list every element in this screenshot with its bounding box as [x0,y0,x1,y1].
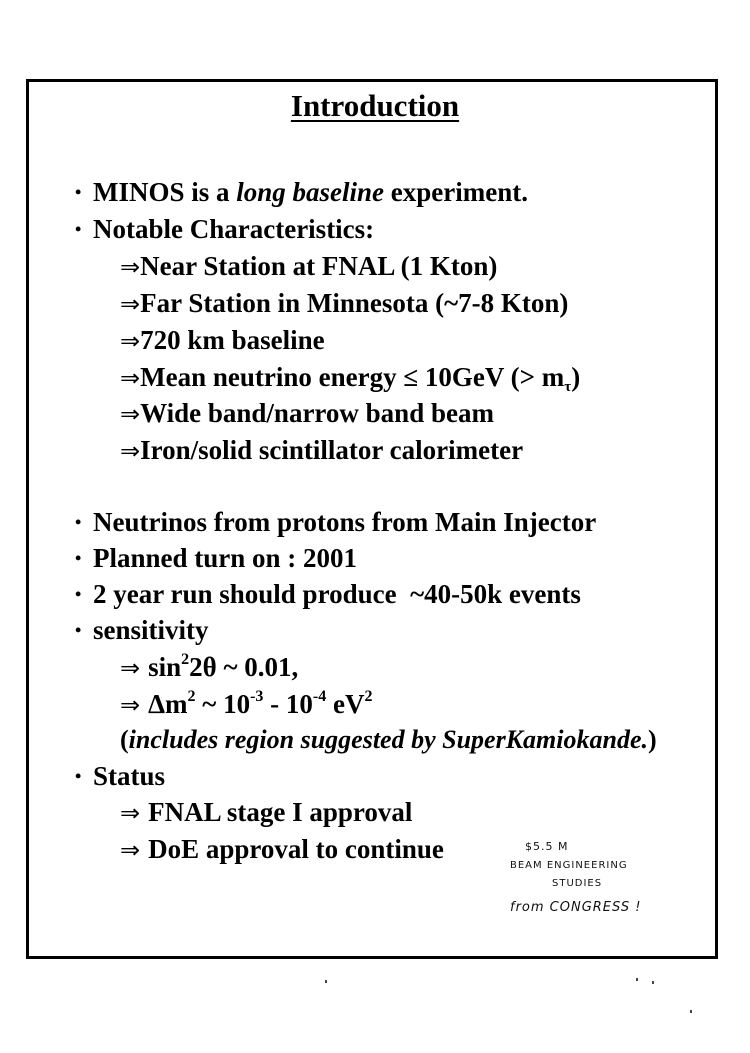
bullet-dot: • [75,219,82,239]
bullet-turn-on: • Planned turn on : 2001 [75,543,358,573]
bullet-sensitivity: • sensitivity [75,615,209,645]
scan-speck [690,1010,692,1013]
characteristic-calorimeter: ⇒Iron/solid scintillator calorimeter [120,435,524,465]
scan-speck [636,978,638,981]
emphasis-long-baseline: long baseline [236,177,385,207]
scan-speck [325,980,327,983]
scan-speck [652,981,654,984]
sensitivity-note: (includes region suggested by SuperKamiokande.) [120,725,657,754]
implies-arrow-icon: ⇒ [120,437,141,465]
slide-title: Introduction [290,88,460,123]
status-doe-approval: ⇒ DoE approval to continue [120,834,444,864]
bullet-dot: • [75,584,82,604]
characteristic-beam: ⇒Wide band/narrow band beam [120,398,494,428]
bullet-dot: • [75,548,82,568]
sensitivity-mixing-angle: ⇒ $\sin^22\theta$ ~ 0.01, [120,651,299,682]
implies-arrow-icon: ⇒ [120,654,141,682]
sensitivity-delta-m2: ⇒ $\Delta m^2$ ~ $10^{-3} - 10^{-4}$ $eV^2$ [120,688,373,719]
implies-arrow-icon: ⇒ [120,799,141,827]
implies-arrow-icon: ⇒ [120,836,141,864]
bullet-status: • Status [75,761,166,791]
implies-arrow-icon: ⇒ [120,290,141,318]
status-fnal-approval: ⇒ FNAL stage I approval [120,797,413,827]
bullet-dot: • [75,620,82,640]
handwritten-note-studies: STUDIES [552,878,603,889]
handwritten-note-amount: $5.5 M [525,840,569,853]
implies-arrow-icon: ⇒ [120,400,141,428]
bullet-characteristics: • Notable Characteristics: [75,214,375,244]
implies-arrow-icon: ⇒ [120,691,141,719]
characteristic-baseline: ⇒720 km baseline [120,325,325,355]
implies-arrow-icon: ⇒ [120,253,141,281]
superkamiokande-note: includes region suggested by SuperKamiokande. [128,725,648,754]
bullet-minos: • MINOS is a long baseline experiment. [75,177,528,207]
implies-arrow-icon: ⇒ [120,327,141,355]
bullet-neutrinos: • Neutrinos from protons from Main Injector [75,507,597,537]
implies-arrow-icon: ⇒ [120,364,141,392]
bullet-dot: • [75,512,82,532]
bullet-run: • 2 year run should produce ~40-50k events [75,579,581,609]
characteristic-far-station: ⇒Far Station in Minnesota (~7-8 Kton) [120,288,569,318]
characteristic-near-station: ⇒Near Station at FNAL (1 Kton) [120,251,498,281]
bullet-dot: • [75,182,82,202]
bullet-dot: • [75,766,82,786]
characteristic-energy: ⇒Mean neutrino energy ≤ 10GeV (> $m_\tau$) [120,362,581,395]
handwritten-note-beam: BEAM ENGINEERING [510,860,628,871]
handwritten-note-congress: from CONGRESS ! [510,900,642,915]
